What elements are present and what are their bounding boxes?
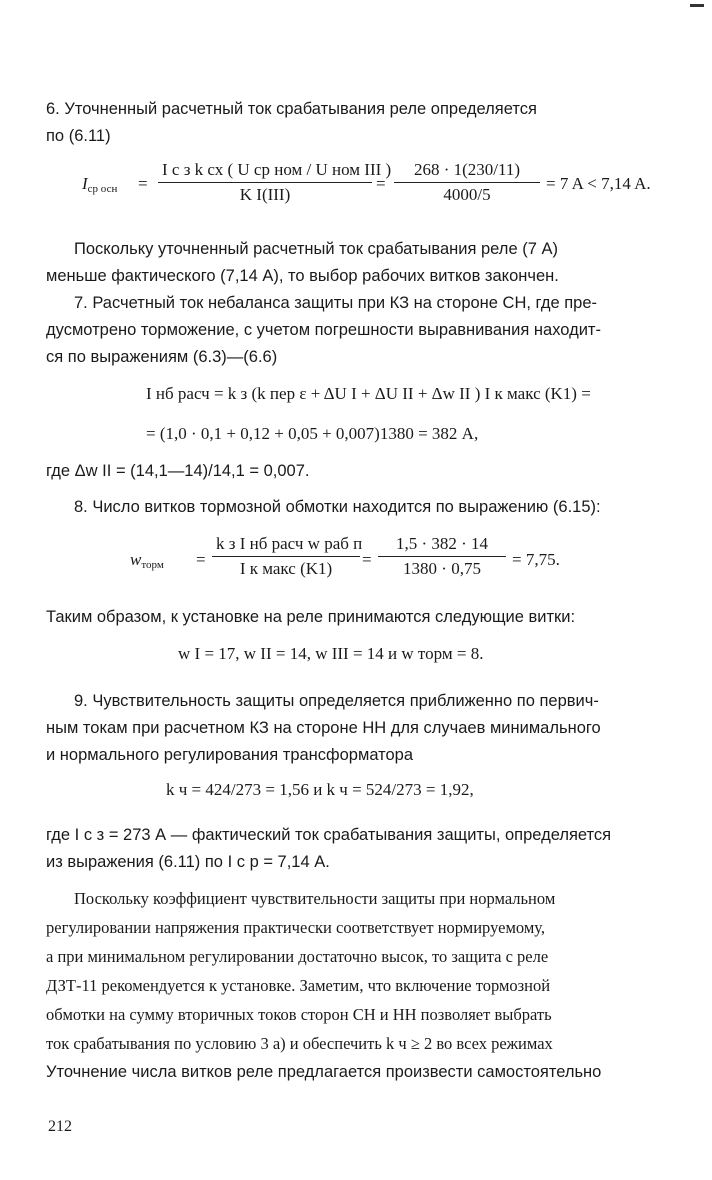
numerator: k з I нб расч w раб п: [216, 534, 363, 553]
denominator: K I(III): [239, 185, 291, 204]
text-line: 8. Число витков тормозной обмотки находится по выражению (6.15):: [74, 498, 601, 516]
equation-2-line-2: = (1,0 · 0,1 + 0,12 + 0,05 + 0,007)1380 = 382 А,: [146, 424, 479, 443]
turns-equation: w I = 17, w II = 14, w III = 14 и w торм = 8.: [178, 644, 484, 663]
text-line: где Δw II = (14,1—14)/14,1 = 0,007.: [46, 462, 310, 480]
equation-3-fraction-2: [378, 534, 506, 579]
numerator: 1,5 · 382 · 14: [395, 534, 489, 553]
equation-1-result: = 7 A < 7,14 A.: [546, 174, 651, 193]
paragraph-final: [46, 884, 682, 1087]
equation-3-result: = 7,75.: [512, 550, 560, 569]
text-line: Поскольку уточненный расчетный ток срабатывания реле (7 А): [74, 240, 558, 258]
text-line: 6. Уточненный расчетный ток срабатывания реле определяется: [46, 100, 537, 118]
numerator: 268 · 1(230/11): [413, 160, 521, 179]
text-line: из выражения (6.11) по I с р = 7,14 А.: [46, 853, 330, 871]
equation-2-line-1: I нб расч = k з (k пер ε + ΔU I + ΔU II + Δw II ) I к макс (K1) =: [146, 384, 591, 403]
text-line: а при минимальном регулировании достаточно высок, то защита с реле: [46, 947, 549, 966]
numerator: I c з k сх ( U ср ном / U ном III ): [162, 160, 392, 179]
text-line: ток срабатывания по условию 3 а) и обеспечить k ч ≥ 2 во всех режимах: [46, 1034, 553, 1053]
text-line: где I с з = 273 А — фактический ток срабатывания защиты, определяется: [46, 826, 612, 844]
text-line: дусмотрено торможение, с учетом погрешности выравнивания находит-: [46, 321, 601, 339]
equation-1-fraction-2: [394, 160, 540, 205]
where-clause-2: [46, 822, 682, 876]
equation-1-fraction: [158, 160, 392, 205]
text-line: Поскольку коэффициент чувствительности защиты при нормальном: [74, 889, 556, 908]
paragraph-6: [46, 96, 682, 150]
text-line: Уточнение числа витков реле предлагается произвести самостоятельно: [46, 1063, 602, 1081]
denominator: 1380 · 0,75: [403, 559, 481, 578]
sensitivity-equation: k ч = 424/273 = 1,56 и k ч = 524/273 = 1,92,: [166, 780, 474, 799]
paragraph-9: [46, 688, 682, 769]
equation-3-fraction: [212, 534, 363, 579]
text-line: меньше фактического (7,14 А), то выбор рабочих витков закончен.: [46, 267, 559, 285]
equation-3-equals: =: [196, 550, 206, 569]
text-line: Таким образом, к установке на реле принимаются следующие витки:: [46, 608, 576, 626]
where-clause-1: [46, 458, 682, 485]
text-line: и нормального регулирования трансформатора: [46, 746, 414, 764]
equation-1-equals: =: [138, 174, 148, 193]
paragraph-thus: [46, 604, 682, 631]
text-line: по (6.11): [46, 127, 111, 145]
text-line: обмотки на сумму вторичных токов сторон СН и НН позволяет выбрать: [46, 1005, 552, 1024]
equation-1-equals-2: =: [376, 174, 386, 193]
text-line: ДЗТ-11 рекомендуется к установке. Заметим, что включение тормозной: [46, 976, 551, 995]
equation-3-lhs: $w_{торм}$: [130, 550, 164, 571]
text-line: регулировании напряжения практически соответствует нормируемому,: [46, 918, 545, 937]
equation-1-lhs: $I_{ср осн}$: [82, 174, 118, 195]
corner-mark: [690, 4, 704, 7]
page-number: 212: [48, 1118, 72, 1135]
text-line: ся по выражениям (6.3)—(6.6): [46, 348, 278, 366]
text-line: 7. Расчетный ток небаланса защиты при КЗ на стороне СН, где пре-: [74, 294, 597, 312]
text-line: 9. Чувствительность защиты определяется приближенно по первич-: [74, 692, 599, 710]
paragraph-7: [46, 290, 682, 371]
denominator: 4000/5: [443, 185, 491, 204]
paragraph-8: [46, 494, 682, 521]
equation-3-equals-2: =: [362, 550, 372, 569]
paragraph-6-conclusion: [46, 236, 682, 290]
text-line: ным токам при расчетном КЗ на стороне НН для случаев минимального: [46, 719, 601, 737]
denominator: I к макс (K1): [239, 559, 333, 578]
